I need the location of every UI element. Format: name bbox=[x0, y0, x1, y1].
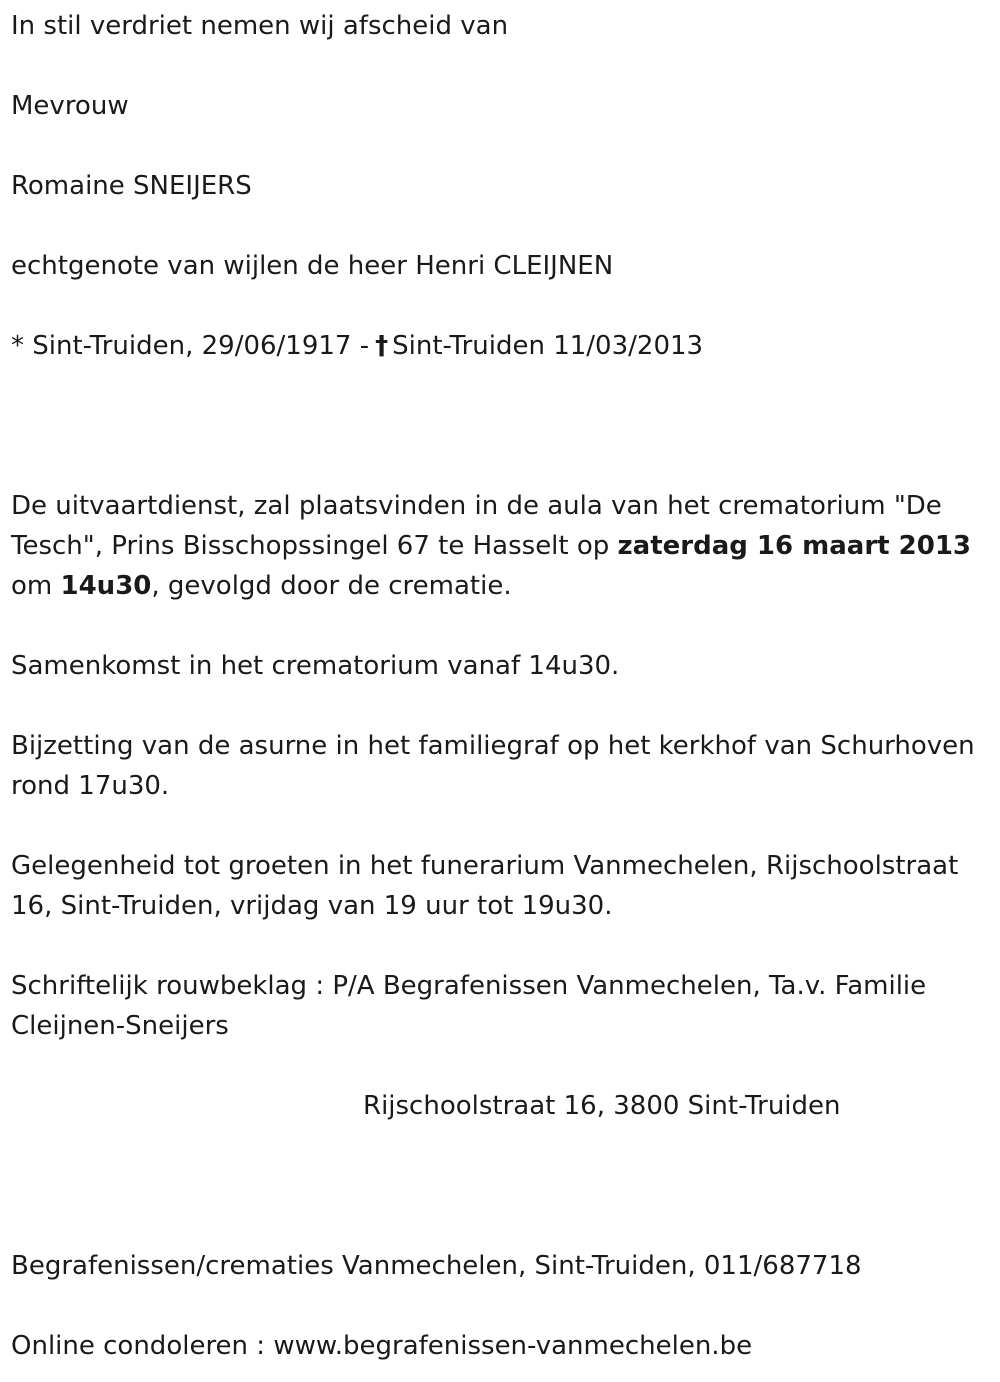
service-paragraph bbox=[11, 486, 996, 606]
service-text-2: om bbox=[11, 571, 61, 601]
service-time: 14u30 bbox=[60, 571, 152, 601]
spouse-line: echtgenote van wijlen de heer Henri CLEIJNEN bbox=[11, 251, 614, 281]
deceased-name: Romaine SNEIJERS bbox=[11, 171, 252, 201]
service-text-1: De uitvaartdienst, zal plaatsvinden in de aula van het crematorium "De Tesch", Prins Bisschopssingel 67 te Hasselt op bbox=[11, 491, 942, 561]
online-condolence-line: Online condoleren : www.begrafenissen-vanmechelen.be bbox=[11, 1331, 753, 1361]
intro-text: In stil verdriet nemen wij afscheid van bbox=[11, 11, 509, 41]
interment-paragraph: Bijzetting van de asurne in het familiegraf op het kerkhof van Schurhoven rond 17u30. bbox=[11, 731, 975, 801]
dates-line bbox=[11, 326, 703, 366]
birth-info: * Sint-Truiden, 29/06/1917 - bbox=[11, 331, 370, 361]
cross-icon: † bbox=[375, 331, 389, 361]
death-info: Sint-Truiden 11/03/2013 bbox=[392, 331, 704, 361]
salutation: Mevrouw bbox=[11, 91, 129, 121]
viewing-paragraph: Gelegenheid tot groeten in het funerarium Vanmechelen, Rijschoolstraat 16, Sint-Truiden, vrijdag van 19 uur tot 19u30. bbox=[11, 851, 959, 921]
gathering-paragraph: Samenkomst in het crematorium vanaf 14u30. bbox=[11, 651, 620, 681]
service-text-3: , gevolgd door de crematie. bbox=[151, 571, 512, 601]
condolence-mail-paragraph: Schriftelijk rouwbeklag : P/A Begrafenissen Vanmechelen, Ta.v. Familie Cleijnen-Sneijers bbox=[11, 971, 927, 1041]
funeral-home-line: Begrafenissen/crematies Vanmechelen, Sint-Truiden, 011/687718 bbox=[11, 1251, 862, 1281]
service-date: zaterdag 16 maart 2013 bbox=[617, 531, 972, 561]
mail-address: Rijschoolstraat 16, 3800 Sint-Truiden bbox=[363, 1091, 841, 1121]
